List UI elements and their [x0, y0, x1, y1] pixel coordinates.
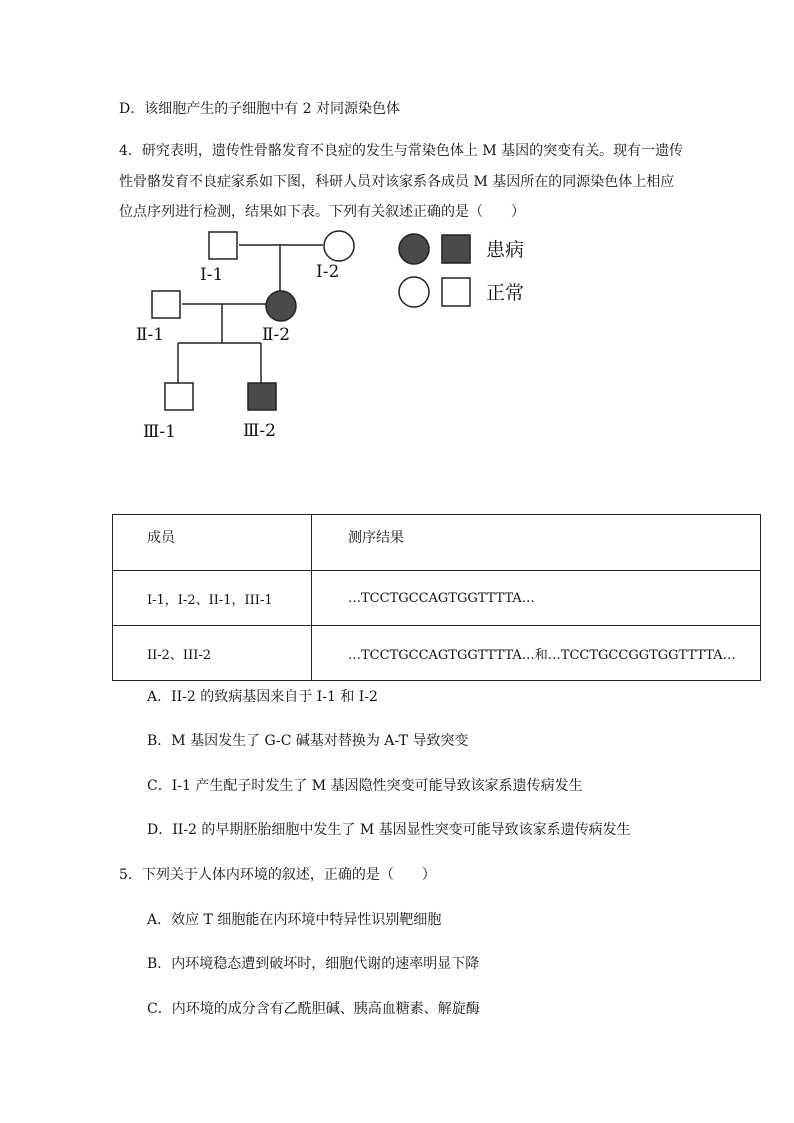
individual-ii-1-normal-male [152, 291, 180, 318]
legend-affected-female [399, 234, 429, 264]
question-4-option-a: A．II-2 的致病基因来自于 I-1 和 I-2 [147, 689, 378, 705]
question-5-option-a: A．效应 T 细胞能在内环境中特异性识别靶细胞 [147, 912, 442, 928]
question-5-option-c: C．内环境的成分含有乙酰胆碱、胰高血糖素、解旋酶 [147, 1001, 480, 1017]
question-4-option-d: D．II-2 的早期胚胎细胞中发生了 M 基因显性突变可能导致该家系遗传病发生 [147, 822, 631, 838]
legend-affected-male [442, 235, 470, 263]
individual-i-2-normal-female [324, 231, 354, 261]
table-header-result: 测序结果 [312, 515, 761, 571]
question-4-stem-line-3: 位点序列进行检测，结果如下表。下列有关叙述正确的是（ ） [119, 204, 525, 220]
table-row [113, 626, 761, 681]
table-cell-members: II-2、III-2 [113, 626, 312, 681]
table-cell-members: I-1，I-2、II-1，III-1 [113, 571, 312, 626]
label-i-2: Ⅰ-2 [316, 262, 340, 282]
previous-option-d: D．该细胞产生的子细胞中有 2 对同源染色体 [119, 101, 401, 117]
label-ii-1: Ⅱ-1 [136, 325, 165, 345]
individual-iii-1-normal-male [165, 383, 193, 410]
legend-normal-female [399, 277, 429, 307]
question-4-option-b: B．M 基因发生了 G-C 碱基对替换为 A-T 导致突变 [147, 733, 469, 749]
pedigree-chart [130, 225, 550, 455]
individual-ii-2-affected-female [266, 291, 296, 321]
question-4-stem-line-1: 4．研究表明，遗传性骨骼发育不良症的发生与常染色体上 M 基因的突变有关。现有一遗传 [119, 143, 684, 159]
label-iii-1: Ⅲ-1 [143, 422, 176, 442]
sequencing-results-table [112, 514, 761, 681]
label-ii-2: Ⅱ-2 [262, 325, 291, 345]
individual-iii-2-affected-male [248, 383, 276, 410]
table-header-row [113, 515, 761, 571]
individual-i-1-normal-male [209, 232, 237, 259]
question-5-stem: 5．下列关于人体内环境的叙述，正确的是（ ） [119, 867, 436, 883]
legend-normal-male [442, 278, 470, 306]
question-4-option-c: C．I-1 产生配子时发生了 M 基因隐性突变可能导致该家系遗传病发生 [147, 778, 583, 794]
label-iii-2: Ⅲ-2 [243, 421, 276, 441]
table-header-member: 成员 [113, 515, 312, 571]
table-cell-sequence: …TCCTGCCAGTGGTTTTA…和…TCCTGCCGGTGGTTTTA… [312, 626, 761, 681]
question-4-stem-line-2: 性骨骼发育不良症家系如下图，科研人员对该家系各成员 M 基因所在的同源染色体上相应 [119, 174, 675, 190]
question-5-option-b: B．内环境稳态遭到破坏时，细胞代谢的速率明显下降 [147, 956, 480, 972]
label-i-1: Ⅰ-1 [200, 265, 224, 285]
table-row [113, 571, 761, 626]
legend-normal-label: 正常 [486, 282, 525, 304]
legend-affected-label: 患病 [486, 239, 525, 261]
table-cell-sequence: …TCCTGCCAGTGGTTTTA… [312, 571, 761, 626]
